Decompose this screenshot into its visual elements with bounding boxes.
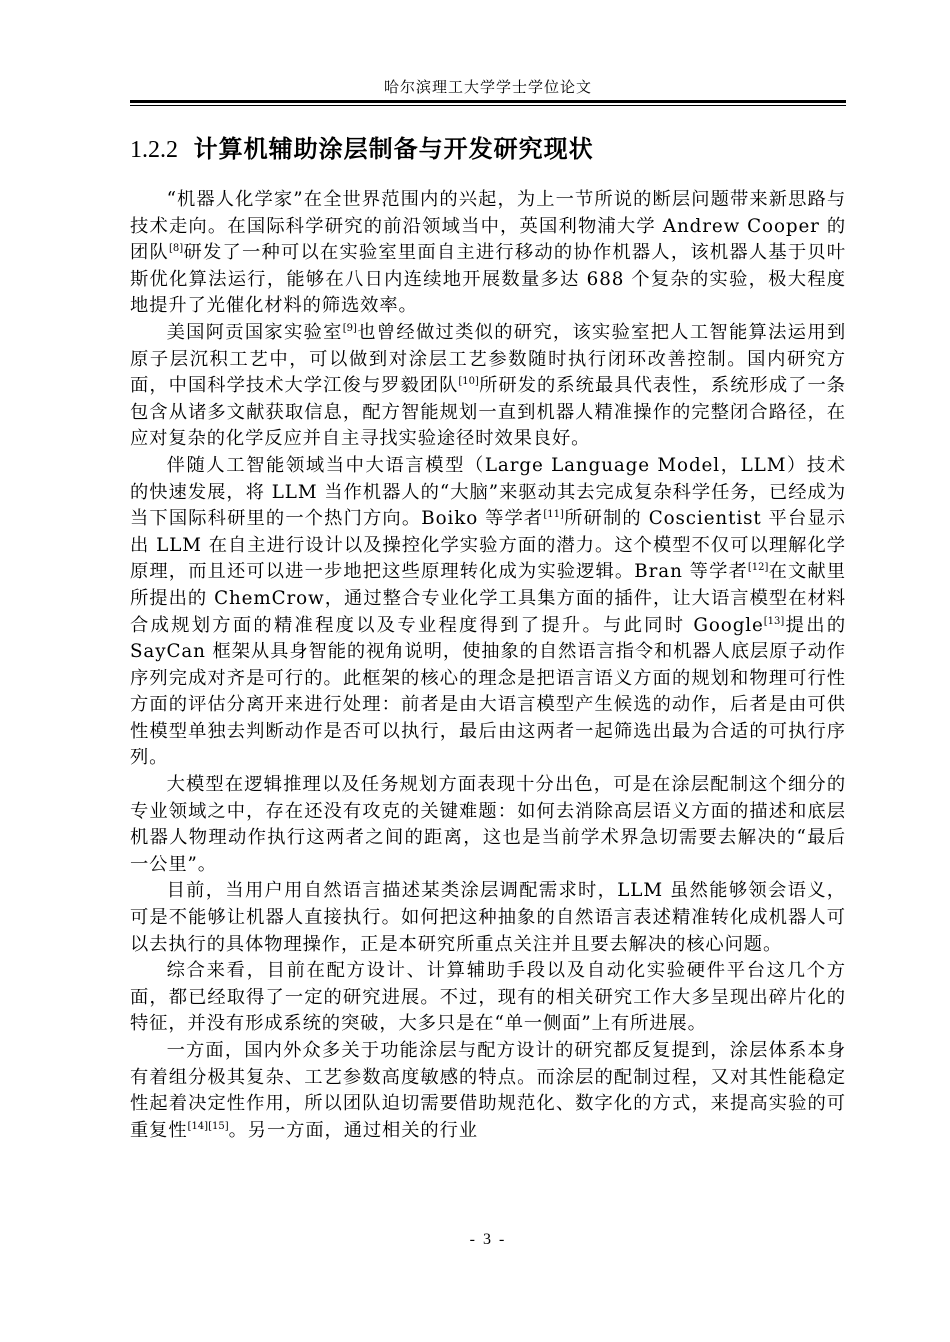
paragraph-text: 所研发的系统最具代表性，系统形成了一条包含从诸多文献获取信息，配方智能规划一直到机器人精准操作的完整闭合路径，在应对复杂的化学反应并自主寻找实验途径时效果良好。 [130,375,846,450]
paragraph-text: 大模型在逻辑推理以及任务规划方面表现十分出色，可是在涂层配制这个细分的专业领域之中，存在还没有攻克的关键难题：如何去消除高层语义方面的描述和底层机器人物理动作执行这两者之间的距离，这也是当前学术界急切需要去解决的“最后一公里”。 [130,774,846,875]
paragraph-text: 研发了一种可以在实验室里面自主进行移动的协作机器人，该机器人基于贝叶斯优化算法运行，能够在八日内连续地开展数量多达 688 个复杂的实验，极大程度地提升了光催化材料的筛选效率。 [130,242,846,317]
body-text [130,187,846,1144]
paragraph [130,320,846,453]
paragraph [130,772,846,878]
section-title: 计算机辅助涂层制备与开发研究现状 [193,135,594,163]
paragraph [130,187,846,320]
citation-ref: [11] [543,509,564,521]
paragraph-text: 在文献里所提出的 ChemCrow，通过整合专业化学工具集方面的插件，让大语言模型在材料合成规划方面的精准程度以及专业程度得到了提升。与此同时 Google [130,561,846,636]
citation-ref: [14][15] [187,1120,229,1132]
citation-ref: [12] [747,562,769,574]
paragraph-text: 目前，当用户用自然语言描述某类涂层调配需求时，LLM 虽然能够领会语义，可是不能够让机器人直接执行。如何把这种抽象的自然语言表述精准转化成机器人可以去执行的具体物理操作，正是本研究所重点关注并且要去解决的核心问题。 [130,880,846,955]
paragraph-text: 伴随人工智能领域当中大语言模型（Large Language Model，LLM）技术的快速发展，将 LLM 当作机器人的“大脑”来驱动其去完成复杂科学任务，已经成为当下国际科研里的一个热门方向。Boiko 等学者 [130,454,846,530]
paragraph-text: 提出的 SayCan 框架从具身智能的视角说明，使抽象的自然语言指令和机器人底层原子动作序列完成对齐是可行的。此框架的核心的理念是把语言语义方面的规划和物理可行性方面的评估分离开来进行处理：前者是由大语言模型产生候选的动作，后者是由可供性模型单独去判断动作是否可以执行，最后由这两者一起筛选出最为合适的可执行序列。 [130,614,846,769]
paragraph [130,1038,846,1144]
paragraph [130,958,846,1038]
header-rule-thick [130,100,846,103]
paragraph [130,453,846,772]
running-header: 哈尔滨理工大学学士学位论文 [383,78,592,96]
paragraph-text: 。另一方面，通过相关的行业 [228,1119,478,1141]
citation-ref: [9] [342,322,357,334]
paragraph-text: 综合来看，目前在配方设计、计算辅助手段以及自动化实验硬件平台这几个方面，都已经取得了一定的研究进展。不过，现有的相关研究工作大多呈现出碎片化的特征，并没有形成系统的突破，大多只是在“单一侧面”上有所进展。 [130,960,846,1035]
paragraph-text: “机器人化学家”在全世界范围内的兴起，为上一节所说的断层问题带来新思路与技术走向。在国际科学研究的前沿领域当中，英国利物浦大学 Andrew Cooper 的团队 [130,189,846,264]
paragraph [130,878,846,958]
paragraph-text: 所研制的 Coscientist 平台显示出 LLM 在自主进行设计以及操控化学实验方面的潜力。这个模型不仅可以理解化学原理，而且还可以进一步地把这些原理转化成为实验逻辑。Bran 等学者 [130,508,846,583]
page-number: - 3 - [469,1231,507,1248]
citation-ref: [8] [169,243,184,255]
section-number: 1.2.2 [130,137,178,163]
paragraph-text: 美国阿贡国家实验室 [166,321,343,343]
citation-ref: [10] [458,376,479,388]
paragraph-text: 一方面，国内外众多关于功能涂层与配方设计的研究都反复提到，涂层体系本身有着组分极其复杂、工艺参数高度敏感的特点。而涂层的配制过程，又对其性能稳定性起着决定性作用，所以团队迫切需要借助规范化、数字化的方式，来提高实验的可重复性 [130,1040,846,1141]
section-heading [130,134,846,165]
header-rule-thin [130,105,846,106]
paragraph-text: 也曾经做过类似的研究，该实验室把人工智能算法运用到原子层沉积工艺中，可以做到对涂层工艺参数随时执行闭环改善控制。国内研究方面，中国科学技术大学江俊与罗毅团队 [130,321,846,397]
citation-ref: [13] [763,615,785,627]
